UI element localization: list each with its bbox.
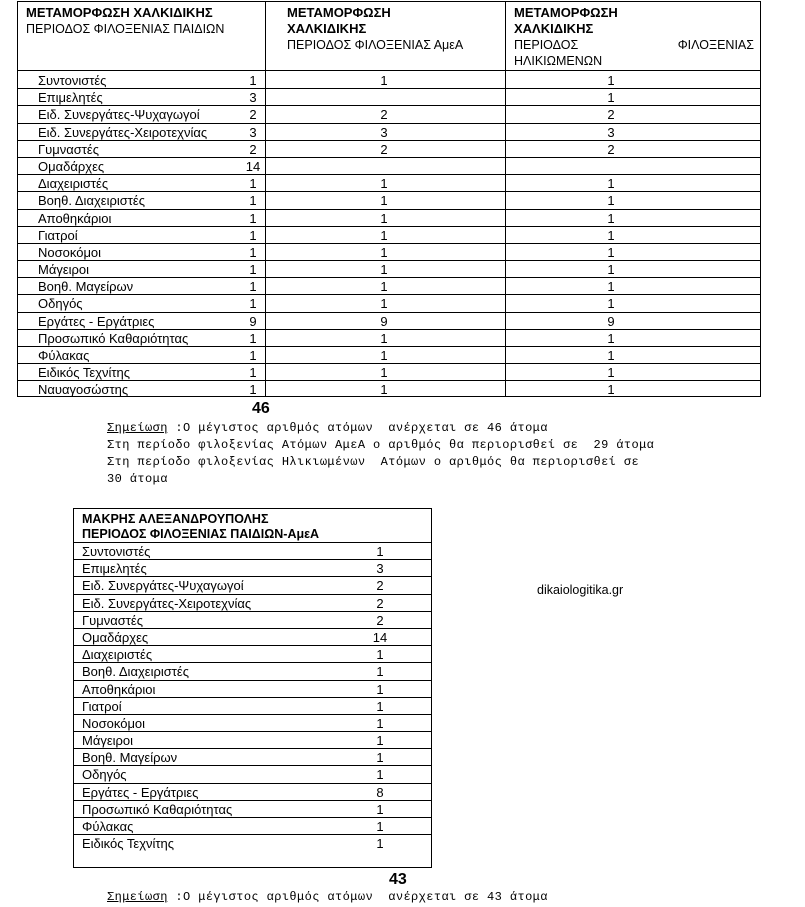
note-text: Στη περίοδο φιλοξενίας Ατόμων ΑμεΑ ο αριθμός θα περιορισθεί σε 29 άτομα <box>107 438 655 452</box>
cell-elderly: 1 <box>607 193 615 209</box>
cell-amea: 1 <box>380 193 388 209</box>
row-label: Συντονιστές <box>82 544 151 559</box>
cell-children: 1 <box>249 244 257 260</box>
header-title: ΧΑΛΚΙΔΙΚΗΣ <box>514 21 594 36</box>
row-label: Ομαδάρχες <box>38 158 105 174</box>
table-row <box>18 278 760 295</box>
cell-value: 1 <box>376 767 384 783</box>
row-label: Γιατροί <box>38 227 78 243</box>
table-row <box>74 765 431 782</box>
header-elderly <box>514 5 754 69</box>
cell-value: 1 <box>376 733 384 749</box>
cell-elderly: 2 <box>607 107 615 123</box>
row-label: Νοσοκόμοι <box>38 244 102 260</box>
table-row <box>18 158 760 175</box>
cell-amea: 1 <box>380 382 388 398</box>
row-label: Ειδ. Συνεργάτες-Χειροτεχνίας <box>38 124 208 140</box>
table-row <box>18 89 760 106</box>
cell-elderly: 1 <box>607 210 615 226</box>
cell-children: 3 <box>249 124 257 140</box>
cell-value: 1 <box>376 664 384 680</box>
staff-table-metamorfosi <box>17 1 761 397</box>
cell-value: 2 <box>376 595 384 611</box>
cell-elderly: 1 <box>607 330 615 346</box>
table-row <box>18 106 760 123</box>
table-row <box>18 72 760 89</box>
table-row <box>74 697 431 714</box>
cell-children: 1 <box>249 279 257 295</box>
header-subtitle: ΠΕΡΙΟΔΟΣ <box>514 38 579 52</box>
table-row <box>74 645 431 662</box>
cell-children: 1 <box>249 296 257 312</box>
cell-elderly: 1 <box>607 176 615 192</box>
cell-value: 1 <box>376 801 384 817</box>
cell-amea: 1 <box>380 279 388 295</box>
cell-elderly: 1 <box>607 296 615 312</box>
cell-amea: 1 <box>380 296 388 312</box>
row-label: Φύλακας <box>38 348 90 363</box>
cell-value: 1 <box>376 698 384 714</box>
cell-amea: 9 <box>380 313 388 329</box>
table-body <box>18 72 760 399</box>
cell-amea: 1 <box>380 262 388 278</box>
table-row <box>18 347 760 364</box>
table-row <box>74 611 431 628</box>
cell-value: 1 <box>376 681 384 697</box>
cell-amea: 1 <box>380 176 388 192</box>
cell-amea: 1 <box>380 244 388 260</box>
header-amea <box>287 5 463 53</box>
row-label: Ειδικός Τεχνίτης <box>38 365 131 381</box>
cell-amea: 1 <box>380 227 388 243</box>
row-label: Αποθηκάριοι <box>82 681 156 697</box>
header-divider <box>18 70 760 71</box>
cell-value: 1 <box>376 819 384 834</box>
table-row <box>74 731 431 748</box>
table-row <box>74 748 431 765</box>
table-row <box>74 594 431 611</box>
row-label: Συντονιστές <box>38 73 107 88</box>
table-row <box>74 628 431 645</box>
cell-value: 1 <box>376 750 384 766</box>
cell-children: 1 <box>249 262 257 278</box>
table-row <box>74 714 431 731</box>
header-subtitle: ΠΕΡΙΟΔΟΣ ΦΙΛΟΞΕΝΙΑΣ ΑμεΑ <box>287 38 464 52</box>
cell-children: 1 <box>249 176 257 192</box>
row-label: Φύλακας <box>82 819 134 834</box>
staff-table-makri <box>73 508 432 868</box>
cell-children: 1 <box>249 348 257 363</box>
note-block <box>107 889 548 906</box>
cell-amea: 2 <box>380 141 388 157</box>
cell-elderly: 1 <box>607 365 615 381</box>
cell-amea: 1 <box>380 330 388 346</box>
cell-amea: 1 <box>380 365 388 381</box>
note-text: :Ο μέγιστος αριθμός ατόμων ανέρχεται σε 46 άτομα <box>167 421 548 435</box>
cell-elderly: 3 <box>607 124 615 140</box>
cell-children: 1 <box>249 73 257 88</box>
cell-amea: 3 <box>380 124 388 140</box>
cell-value: 1 <box>376 715 384 731</box>
cell-amea: 2 <box>380 107 388 123</box>
table-row <box>18 364 760 381</box>
row-label: Εργάτες - Εργάτριες <box>38 313 155 329</box>
cell-children: 1 <box>249 227 257 243</box>
cell-value: 2 <box>376 612 384 628</box>
header-subtitle: ΠΕΡΙΟΔΟΣ ΦΙΛΟΞΕΝΙΑΣ ΠΑΙΔΙΩΝ-ΑμεΑ <box>82 527 320 541</box>
cell-elderly: 1 <box>607 348 615 363</box>
header-title: ΜΕΤΑΜΟΡΦΩΣΗ <box>287 5 391 20</box>
row-label: Μάγειροι <box>82 733 134 749</box>
table-row <box>18 330 760 347</box>
cell-value: 1 <box>376 836 384 852</box>
table-row <box>74 576 431 593</box>
row-label: Προσωπικό Καθαριότητας <box>38 330 189 346</box>
cell-children: 1 <box>249 193 257 209</box>
table-row <box>74 834 431 851</box>
cell-value: 2 <box>376 578 384 594</box>
cell-elderly: 1 <box>607 90 615 106</box>
table-row <box>74 542 431 559</box>
row-label: Γιατροί <box>82 698 122 714</box>
cell-amea: 1 <box>380 210 388 226</box>
row-label: Εργάτες - Εργάτριες <box>82 784 199 800</box>
table-row <box>18 381 760 398</box>
table-row <box>18 124 760 141</box>
cell-elderly: 1 <box>607 382 615 398</box>
cell-children: 1 <box>249 330 257 346</box>
cell-elderly: 9 <box>607 313 615 329</box>
table-row <box>18 313 760 330</box>
cell-elderly: 2 <box>607 141 615 157</box>
row-label: Αποθηκάριοι <box>38 210 112 226</box>
header-title: ΜΑΚΡΗΣ ΑΛΕΞΑΝΔΡΟΥΠΟΛΗΣ <box>82 512 269 526</box>
cell-elderly: 1 <box>607 244 615 260</box>
row-label: Ναυαγοσώστης <box>38 382 129 398</box>
header-title: ΜΕΤΑΜΟΡΦΩΣΗ ΧΑΛΚΙΔΙΚΗΣ <box>26 5 213 20</box>
note-text: :Ο μέγιστος αριθμός ατόμων ανέρχεται σε 43 άτομα <box>167 890 548 904</box>
cell-amea: 1 <box>380 73 388 88</box>
cell-children: 1 <box>249 210 257 226</box>
cell-value: 8 <box>376 784 384 800</box>
total-count: 43 <box>389 871 407 888</box>
row-label: Οδηγός <box>38 296 83 312</box>
note-block <box>107 420 654 488</box>
row-label: Βοηθ. Μαγείρων <box>82 750 178 766</box>
row-label: Βοηθ. Διαχειριστές <box>38 193 145 209</box>
row-label: Μάγειροι <box>38 262 90 278</box>
row-label: Γυμναστές <box>38 141 99 157</box>
row-label: Διαχειριστές <box>82 647 153 663</box>
table-row <box>18 210 760 227</box>
row-label: Ειδ. Συνεργάτες-Ψυχαγωγοί <box>38 107 200 123</box>
cell-elderly: 1 <box>607 262 615 278</box>
table-row <box>18 295 760 312</box>
row-label: Οδηγός <box>82 767 127 783</box>
table-row <box>74 662 431 679</box>
row-label: Γυμναστές <box>82 612 143 628</box>
cell-elderly: 1 <box>607 73 615 88</box>
row-label: Ειδ. Συνεργάτες-Χειροτεχνίας <box>82 595 252 611</box>
cell-value: 3 <box>376 561 384 577</box>
cell-value: 1 <box>376 544 384 559</box>
row-label: Ομαδάρχες <box>82 629 149 645</box>
table-header <box>82 512 319 542</box>
cell-children: 14 <box>245 158 261 174</box>
header-subtitle: ΦΙΛΟΞΕΝΙΑΣ <box>677 38 754 52</box>
cell-children: 9 <box>249 313 257 329</box>
row-label: Ειδ. Συνεργάτες-Ψυχαγωγοί <box>82 578 244 594</box>
header-title: ΜΕΤΑΜΟΡΦΩΣΗ <box>514 5 618 20</box>
header-children <box>26 5 224 37</box>
cell-children: 1 <box>249 365 257 381</box>
cell-value: 14 <box>372 629 388 645</box>
row-label: Ειδικός Τεχνίτης <box>82 836 175 852</box>
table-row <box>18 261 760 278</box>
note-label: Σημείωση <box>107 421 168 435</box>
header-title: ΧΑΛΚΙΔΙΚΗΣ <box>287 21 367 36</box>
header-subtitle: ΠΕΡΙΟΔΟΣ ΦΙΛΟΞΕΝΙΑΣ ΠΑΙΔΙΩΝ <box>26 22 225 36</box>
table-row <box>18 141 760 158</box>
cell-children: 2 <box>249 107 257 123</box>
cell-children: 2 <box>249 141 257 157</box>
site-watermark: dikaiologitika.gr <box>537 583 624 597</box>
table-row <box>18 227 760 244</box>
row-label: Προσωπικό Καθαριότητας <box>82 801 233 817</box>
note-text: Στη περίοδο φιλοξενίας Ηλικιωμένων Ατόμων ο αριθμός θα περιορισθεί σε <box>107 455 640 469</box>
header-subtitle: ΗΛΙΚΙΩΜΕΝΩΝ <box>514 54 603 68</box>
cell-children: 1 <box>249 382 257 398</box>
note-label: Σημείωση <box>107 890 168 904</box>
cell-elderly: 1 <box>607 227 615 243</box>
table-body <box>74 542 431 851</box>
table-row <box>74 817 431 834</box>
row-label: Διαχειριστές <box>38 176 109 192</box>
table-row <box>74 783 431 800</box>
row-label: Βοηθ. Διαχειριστές <box>82 664 189 680</box>
cell-amea: 1 <box>380 348 388 363</box>
table-row <box>74 800 431 817</box>
table-row <box>18 175 760 192</box>
table-row <box>18 244 760 261</box>
table-row <box>74 559 431 576</box>
cell-elderly: 1 <box>607 279 615 295</box>
row-label: Επιμελητές <box>82 561 147 577</box>
row-label: Βοηθ. Μαγείρων <box>38 279 134 295</box>
row-label: Επιμελητές <box>38 90 103 106</box>
table-row <box>74 680 431 697</box>
cell-children: 3 <box>249 90 257 106</box>
table-row <box>18 192 760 209</box>
note-text: 30 άτομα <box>107 472 168 486</box>
cell-value: 1 <box>376 647 384 663</box>
total-count: 46 <box>252 400 270 417</box>
row-label: Νοσοκόμοι <box>82 715 146 731</box>
